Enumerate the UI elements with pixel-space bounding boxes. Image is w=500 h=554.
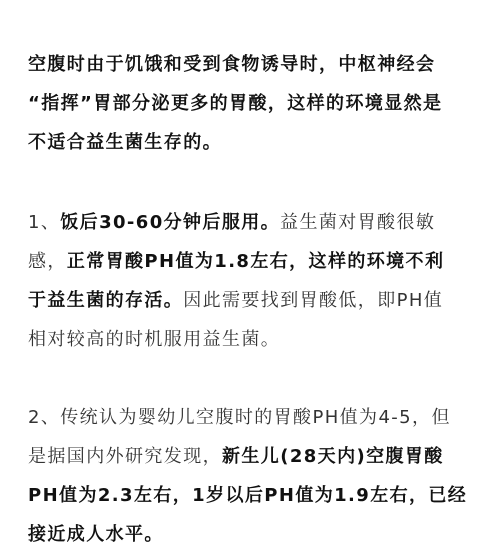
bold-text-run: 饭后30-60分钟后服用。 [60, 212, 281, 233]
normal-text-run: 2、传统认为婴幼儿空腹时的胃酸PH值为4-5，但 [28, 407, 451, 428]
text-line [28, 398, 478, 437]
list-number: 1、 [28, 212, 61, 233]
text-line [28, 437, 478, 476]
paragraph-fasting-stomach-acid [28, 45, 478, 162]
paragraph-point-1-after-meal [28, 203, 478, 359]
bold-text-run: 于益生菌的存活。 [28, 290, 184, 311]
text-line [28, 123, 478, 162]
paragraph-point-2-infant-acid [28, 398, 478, 554]
text-line [28, 320, 478, 359]
text-line [28, 242, 478, 281]
normal-text-run: 因此需要找到胃酸低，即PH值 [183, 290, 444, 311]
text-line [28, 281, 478, 320]
bold-text-run: 不适合益生菌生存的。 [28, 132, 222, 153]
text-line [28, 476, 478, 515]
normal-text-run: 感， [28, 251, 67, 272]
bold-text-run: 正常胃酸PH值为1.8左右，这样的环境不利 [66, 251, 445, 272]
text-line [28, 45, 478, 84]
text-line [28, 203, 478, 242]
normal-text-run: 相对较高的时机服用益生菌。 [28, 329, 281, 350]
bold-text-run: 新生儿(28天内)空腹胃酸 [222, 446, 444, 467]
bold-text-run: 接近成人水平。 [28, 524, 164, 545]
text-line [28, 84, 478, 123]
bold-text-run: PH值为2.3左右，1岁以后PH值为1.9左右，已经 [28, 485, 468, 506]
text-line [28, 515, 478, 554]
normal-text-run: 是据国内外研究发现， [28, 446, 222, 467]
normal-text-run: 益生菌对胃酸很敏 [280, 212, 436, 233]
bold-text-run: “指挥”胃部分泌更多的胃酸，这样的环境显然是 [28, 93, 443, 114]
bold-text-run: 空腹时由于饥饿和受到食物诱导时，中枢神经会 [28, 54, 436, 75]
